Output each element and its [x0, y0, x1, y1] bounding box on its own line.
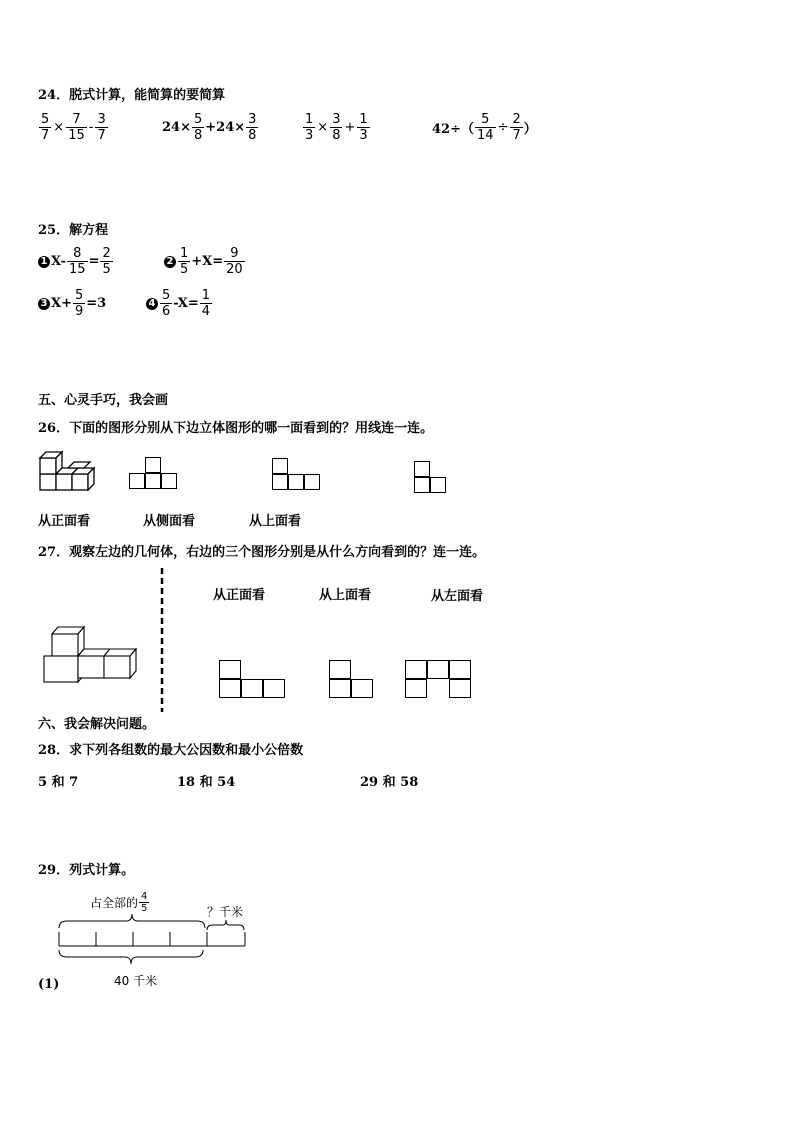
- q29-title: 29．列式计算。: [38, 863, 135, 878]
- q26-label-front: 从正面看: [38, 514, 91, 529]
- fraction: $\frac{1}{3}$: [359, 112, 368, 143]
- q29-segment-diagram: [55, 908, 255, 968]
- dashed-divider: [159, 568, 165, 712]
- q26-label-side: 从侧面看: [143, 514, 196, 529]
- circled-number: 2: [164, 256, 176, 268]
- fraction: $\frac{3}{8}$: [332, 112, 341, 143]
- q29-bottom-label: 40 千米: [114, 974, 158, 988]
- fraction: $\frac{5}{6}$: [162, 288, 171, 319]
- q28-pair-1: 5 和 7: [38, 775, 79, 790]
- q26-label-top: 从上面看: [249, 514, 302, 529]
- fraction: $\frac{3}{7}$: [97, 112, 106, 143]
- q26-title: 26．下面的图形分别从下边立体图形的哪一面看到的？用线连一连。: [38, 421, 434, 436]
- fraction: $\frac{2}{7}$: [512, 112, 521, 143]
- fraction: $\frac{2}{5}$: [102, 246, 111, 277]
- q28-pair-2: 18 和 54: [177, 775, 236, 790]
- q25-equation-4: 4 $\frac{5}{6}$ -X= $\frac{1}{4}$: [146, 288, 213, 319]
- q29-question-label: ？千米: [207, 905, 244, 919]
- fraction: $\frac{1}{4}$: [201, 288, 210, 319]
- q28-pair-3: 29 和 58: [360, 775, 419, 790]
- q27-view-3: [405, 660, 473, 698]
- circled-number: 4: [146, 298, 158, 310]
- q27-view-2: [329, 660, 375, 698]
- q24-expression-4: 42÷（ $\frac{5}{14}$ ÷ $\frac{2}{7}$ ）: [432, 112, 537, 143]
- q29-top-label: 占全部的 $\frac{4}{5}$: [90, 891, 148, 914]
- q27-view-1: [219, 660, 287, 698]
- q24-expression-3: $\frac{1}{3}$ × $\frac{3}{8}$ + $\frac{1}{3}$: [305, 112, 368, 143]
- fraction: $\frac{5}{14}$: [476, 112, 494, 143]
- q29-part-1: (1): [38, 977, 60, 992]
- q26-view-1: [129, 457, 177, 491]
- fraction: $\frac{8}{15}$: [69, 246, 86, 277]
- q27-label-left: 从左面看: [431, 589, 484, 604]
- q27-solid-figure: [40, 622, 142, 684]
- q27-title: 27．观察左边的几何体，右边的三个图形分别是从什么方向看到的？连一连。: [38, 545, 486, 560]
- q24-title: 24．脱式计算，能简算的要简算: [38, 88, 226, 103]
- q27-label-front: 从正面看: [213, 588, 266, 603]
- fraction: $\frac{5}{9}$: [74, 288, 84, 319]
- q28-title: 28．求下列各组数的最大公因数和最小公倍数: [38, 743, 304, 758]
- q26-view-3: [414, 461, 446, 495]
- section6-title: 六、我会解决问题。: [38, 717, 156, 732]
- q27-label-top: 从上面看: [319, 588, 372, 603]
- fraction: $\frac{9}{20}$: [226, 246, 243, 277]
- fraction: $\frac{1}{3}$: [305, 112, 314, 143]
- circled-number: 3: [38, 298, 50, 310]
- q25-equation-2: 2 $\frac{1}{5}$ +X= $\frac{9}{20}$: [164, 246, 246, 277]
- q25-title: 25．解方程: [38, 223, 109, 238]
- fraction: $\frac{7}{15}$: [68, 112, 85, 143]
- fraction: $\frac{5}{7}$: [41, 112, 50, 143]
- q24-expression-2: 24× $\frac{5}{8}$ +24× $\frac{3}{8}$: [162, 112, 257, 143]
- q24-expression-1: $\frac{5}{7}$ × $\frac{7}{15}$ - $\frac{3}{7}$: [41, 112, 106, 143]
- fraction: $\frac{4}{5}$: [141, 891, 148, 914]
- q26-solid-figure: [38, 448, 100, 494]
- circled-number: 1: [38, 256, 50, 268]
- fraction: $\frac{1}{5}$: [180, 246, 189, 277]
- fraction: $\frac{3}{8}$: [248, 112, 257, 143]
- q26-view-2: [272, 458, 320, 492]
- fraction: $\frac{5}{8}$: [193, 112, 203, 143]
- q25-equation-3: 3 X+ $\frac{5}{9}$ =3: [38, 288, 106, 319]
- q25-equation-1: 1 X- $\frac{8}{15}$ = $\frac{2}{5}$: [38, 246, 114, 277]
- section5-title: 五、心灵手巧，我会画: [38, 393, 169, 408]
